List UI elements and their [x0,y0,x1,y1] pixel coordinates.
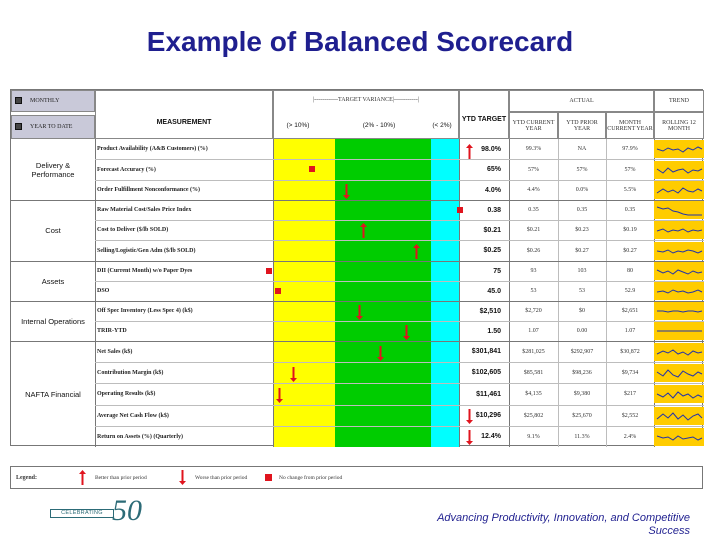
ytd-prior-value: $98,236 [572,369,592,376]
month-current-value: $0.19 [623,227,637,233]
measurement-label: Raw Material Cost/Sales Price Index [97,207,192,213]
ytd-target-value: $102,605 [471,369,501,376]
arrow-down-icon [290,367,297,382]
ytd-prior-value: 57% [576,166,588,173]
ytd-current-value: 99.3% [525,146,542,152]
ytd-current-value: $0.21 [526,227,541,233]
trend-sparkline[interactable] [654,343,704,361]
footer-tagline [380,512,690,538]
trend-sparkline[interactable] [654,385,704,403]
monthly-label: MONTHLY [30,98,60,104]
ytd-prior-value: NA [577,146,587,152]
ytd-target-value: $0.25 [483,247,501,254]
no-change-icon [275,288,281,294]
ytd-current-value: 4.4% [527,187,540,193]
arrow-up-icon [79,470,86,485]
trend-sparkline[interactable] [654,428,704,446]
ytd-target-value: 0.38 [487,206,501,214]
category-delivery-performance: Delivery & Performance [31,160,75,179]
ytd-prior-value: 0.35 [576,207,588,213]
no-change-icon [309,166,315,172]
month-current-value: 57% [624,166,636,173]
rolling-12-month-label: ROLLING 12 MONTH [662,119,696,132]
measurement-label: DII (Current Month) w/o Paper Dyes [97,268,193,274]
ytd-target-value: $11,461 [476,390,501,398]
checkbox-icon [15,97,22,104]
ytd-target-value: $2,510 [479,307,501,315]
month-current-value: $9,734 [621,369,639,376]
rolling-12-month-header [654,112,704,139]
trend-sparkline[interactable] [654,262,704,280]
actual-label: ACTUAL [569,98,594,104]
trend-sparkline[interactable] [654,322,704,340]
scorecard-sheet [10,89,703,446]
actual-header [509,90,654,112]
measurement-label: Contribution Margin (k$) [97,369,164,376]
trend-label: TREND [669,98,689,104]
no-change-icon [265,474,272,481]
ytd-target-value: 75 [493,267,501,275]
ytd-target-value: $10,296 [475,412,501,419]
arrow-down-icon [276,388,283,403]
ytd-prior-value: 0.0% [575,187,589,193]
ytd-target-value: 12.4% [481,433,501,440]
ytd-target-value: 4.0% [485,186,501,194]
measurement-label: Average Net Cash Flow (k$) [97,412,169,419]
ytd-target-value: $0.21 [483,226,501,234]
month-current-value: 1.07 [624,328,636,334]
ytd-target-header [459,90,509,139]
arrow-up-icon [360,223,367,238]
arrow-down-icon [377,346,384,361]
month-current-value: 52.9 [624,288,636,294]
arrow-up-icon [413,244,420,259]
ytd-prior-value: $0.23 [575,227,589,233]
no-change-icon [266,268,272,274]
ytd-prior-value: $292,907 [570,348,594,355]
ytd-current-year-header [509,112,558,139]
arrow-down-icon [179,470,186,485]
year-to-date-label: YEAR TO DATE [30,124,73,130]
month-current-value: 80 [627,268,633,274]
month-current-value: 2.4% [623,433,637,440]
measurement-label: Return on Assets (%) (Quarterly) [97,433,183,440]
logo-number: 50 [112,494,142,527]
ytd-current-value: $85,581 [523,369,544,376]
legend-title: Legend: [16,474,37,481]
arrow-down-icon [466,409,473,424]
ytd-prior-year-header [558,112,606,139]
ytd-current-value: 1.07 [528,328,539,334]
ytd-current-value: 57% [528,166,539,173]
trend-sparkline[interactable] [654,364,704,382]
variance-low-label: (< 2%) [432,122,452,129]
trend-sparkline[interactable] [654,140,704,158]
celebrating-50-logo [50,494,160,527]
measurement-label: Off Spec Inventory (Less Spec 4) (k$) [97,308,193,314]
ytd-current-value: $25,802 [523,412,544,419]
legend [10,466,703,489]
measurement-label: TRIR-YTD [97,328,127,334]
month-current-value: 0.35 [624,207,636,213]
measurement-label: Net Sales (k$) [97,348,133,355]
ytd-current-value: 9.1% [527,433,540,440]
arrow-down-icon [403,325,410,340]
measurement-label: Order Fulfillment Nonconformance (%) [97,187,201,193]
month-current-value: $30,872 [620,348,640,355]
ytd-current-value: $0.26 [526,247,541,254]
category-cost: Cost [45,226,61,235]
ytd-target-value: 98.0% [481,145,501,153]
ytd-target-label: YTD TARGET [461,116,507,123]
ytd-target-value: 1.50 [487,327,501,335]
measurement-label: Selling/Logistic/Gen Adm ($/lb SOLD) [97,247,196,254]
ytd-current-value: 53 [530,288,537,294]
target-variance-label: |------------TARGET VARIANCE|------------| [312,97,420,103]
arrow-down-icon [466,430,473,445]
monthly-button[interactable] [11,90,95,112]
ytd-prior-value: 11.3% [574,433,590,440]
month-current-value: $217 [624,391,636,397]
category-nafta-financial: NAFTA Financial [25,389,81,399]
month-current-value: 5.5% [623,187,637,193]
trend-header [654,90,704,112]
ytd-prior-year-label: YTD PRIOR YEAR [566,119,598,132]
category-internal-operations: Internal Operations [21,316,85,326]
ytd-target-value: 65% [486,166,501,173]
trend-sparkline[interactable] [654,242,704,260]
ytd-current-value: 93 [530,268,537,274]
ytd-prior-value: $9,380 [573,391,591,397]
ytd-current-value: $281,025 [522,348,545,355]
legend-nochange-label: No change from prior period [279,474,343,481]
measurement-label: Cost to Deliver ($/lb SOLD) [97,227,169,233]
legend-worse-label: Worse than prior period [195,474,248,481]
arrow-down-icon [343,184,350,199]
arrow-down-icon [356,305,363,320]
ytd-target-value: $301,841 [471,348,501,355]
month-current-year-label: MONTH CURRENT YEAR [607,119,653,132]
category-assets: Assets [41,276,65,286]
trend-sparkline[interactable] [654,282,704,300]
ytd-current-year-label: YTD CURRENT YEAR [512,119,555,132]
checkbox-icon [15,123,22,130]
trend-sparkline[interactable] [654,221,704,239]
arrow-up-icon [466,144,473,159]
year-to-date-button[interactable] [11,115,95,139]
ytd-current-value: 0.35 [528,207,539,213]
ytd-prior-value: $25,670 [572,412,592,419]
ytd-current-value: $4,135 [525,391,542,397]
tagline-line-2: Success [648,525,690,537]
page-title: Example of Balanced Scorecard [146,26,574,57]
ytd-target-value: 45.0 [487,287,501,295]
measurement-header [95,90,273,139]
logo-text: CELEBRATING [50,509,114,518]
legend-better-label: Better than prior period [95,474,147,481]
measurement-label: Operating Results (k$) [97,391,156,397]
trend-sparkline[interactable] [654,407,704,425]
ytd-prior-value: $0.27 [575,247,589,254]
measurement-label: Forecast Accuracy (%) [97,166,156,173]
variance-mid-label: (2% - 10%) [362,122,396,129]
measurement-header-label: MEASUREMENT [156,119,212,126]
variance-high-label: (> 10%) [286,122,310,129]
column-divider [273,139,274,447]
target-variance-header [273,90,459,139]
zone-low-variance [431,139,459,447]
trend-sparkline[interactable] [654,201,704,219]
month-current-year-header [606,112,654,139]
ytd-current-value: $2,720 [525,308,542,314]
month-current-value: $2,552 [621,412,639,419]
ytd-prior-value: 103 [577,268,587,274]
tagline-line-1: Advancing Productivity, Innovation, and Competitive [437,512,690,524]
month-current-value: $2,651 [621,308,639,314]
column-divider [95,139,96,447]
month-current-value: 97.9% [622,146,638,152]
measurement-label: DSO [97,288,110,294]
measurement-label: Product Availability (A&B Customers) (%) [97,146,208,152]
trend-sparkline[interactable] [654,181,704,199]
no-change-icon [457,207,463,213]
ytd-prior-value: 53 [579,288,585,294]
trend-sparkline[interactable] [654,161,704,179]
ytd-prior-value: $0 [579,308,585,314]
trend-sparkline[interactable] [654,302,704,320]
month-current-value: $0.27 [623,247,637,254]
ytd-prior-value: 0.00 [576,328,588,334]
